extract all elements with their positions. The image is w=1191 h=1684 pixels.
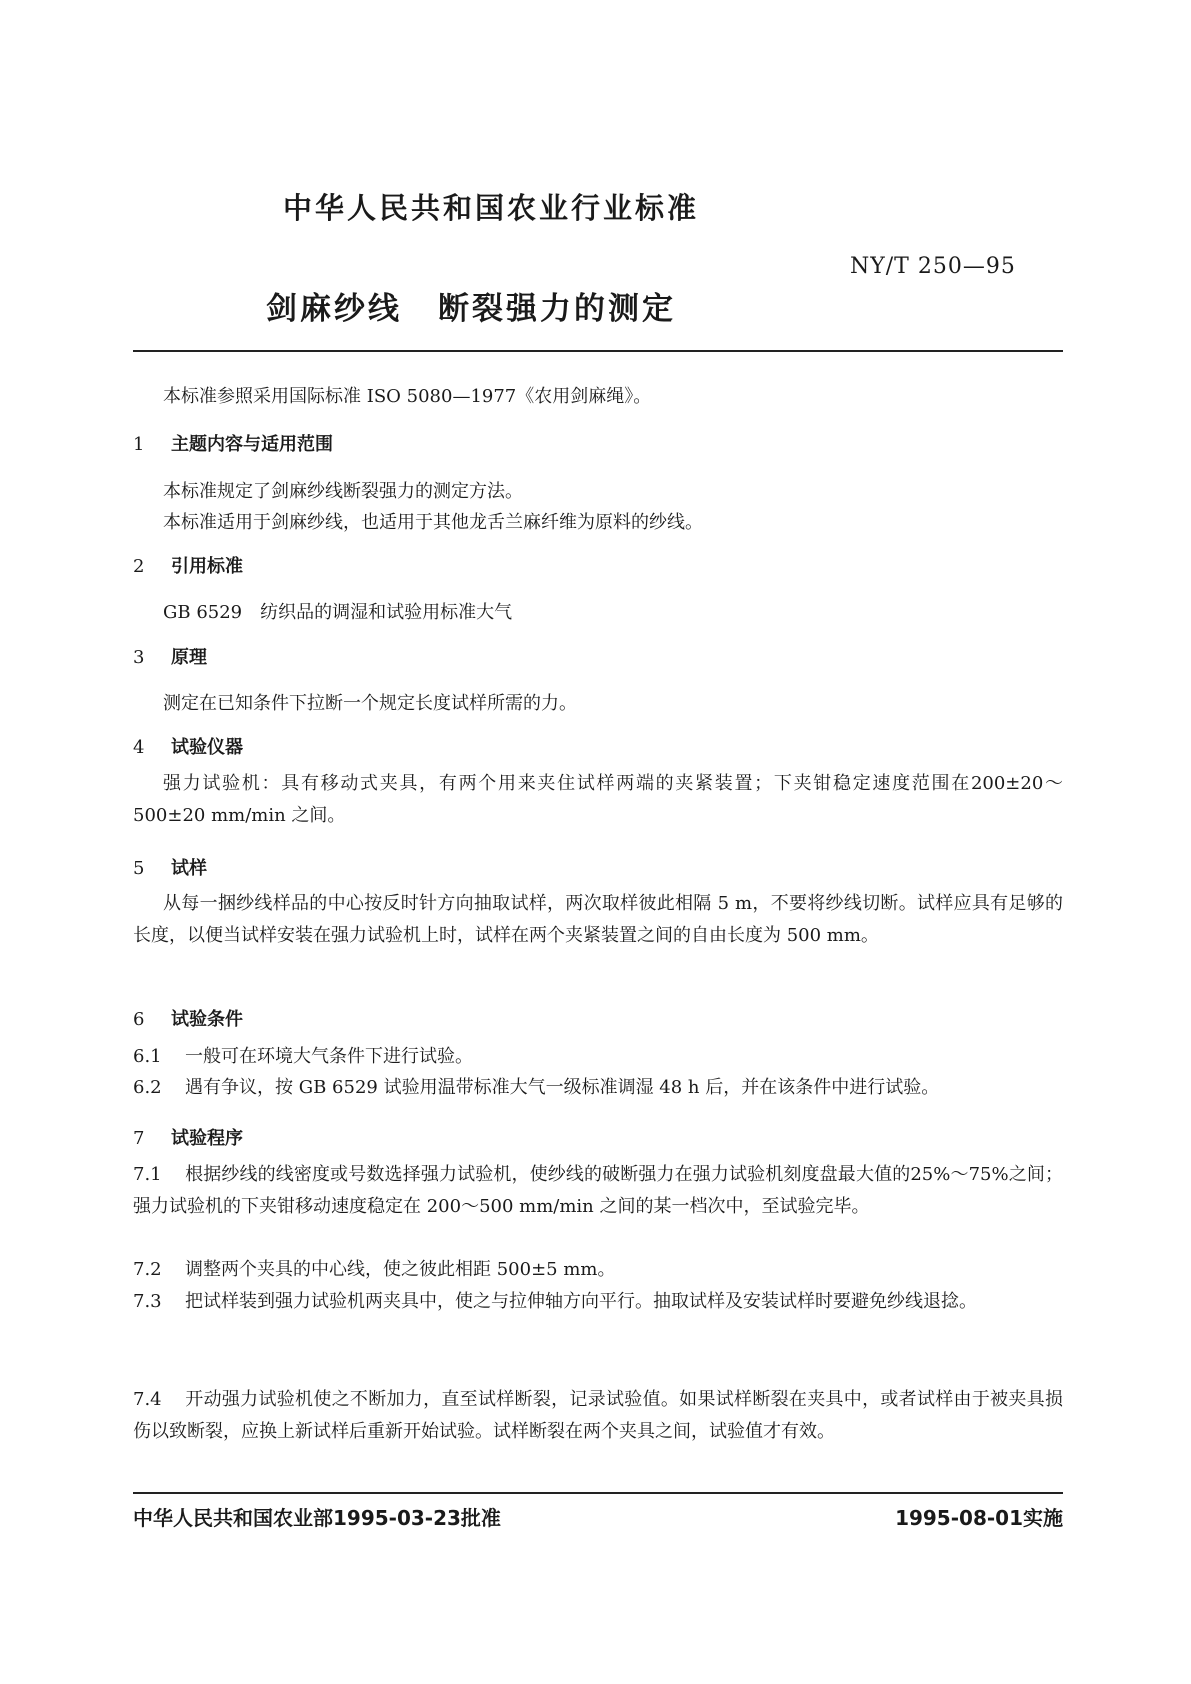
- clause-7-3: [133, 1286, 1063, 1318]
- section-1-paragraph: 本标准适用于剑麻纱线，也适用于其他龙舌兰麻纤维为原料的纱线。: [163, 512, 703, 533]
- clause-number: 7.2: [133, 1259, 162, 1280]
- clause-6-2: [133, 1072, 1063, 1104]
- clause-text: 开动强力试验机使之不断加力，直至试样断裂，记录试验值。如果试样断裂在夹具中，或者试样由于被夹具损伤以致断裂，应换上新试样后重新开始试验。试样断裂在两个夹具之间，试验值才有效。: [133, 1389, 1063, 1442]
- clause-text: 把试样装到强力试验机两夹具中，使之与拉伸轴方向平行。抽取试样及安装试样时要避免纱线退捻。: [185, 1291, 977, 1312]
- section-4-heading: [133, 733, 243, 759]
- clause-number: 7.4: [133, 1389, 162, 1410]
- section-title: 试样: [171, 858, 207, 879]
- section-title: 试验程序: [171, 1128, 243, 1149]
- section-5-paragraph: 从每一捆纱线样品的中心按反时针方向抽取试样，两次取样彼此相隔 5 m，不要将纱线切断。试样应具有足够的长度，以便当试样安装在强力试验机上时，试样在两个夹紧装置之间的自由长度为 500 mm。: [133, 893, 1063, 946]
- clause-6-1: [133, 1041, 1063, 1073]
- section-2-heading: [133, 552, 243, 578]
- section-6-heading: [133, 1005, 243, 1031]
- clause-text: 一般可在环境大气条件下进行试验。: [185, 1046, 473, 1067]
- standard-code: NY/T 250—95: [850, 254, 1016, 279]
- section-title: 试验条件: [171, 1009, 243, 1030]
- intro-paragraph: 本标准参照采用国际标准 ISO 5080—1977《农用剑麻绳》。: [163, 386, 652, 407]
- approval-line: 中华人民共和国农业部1995-03-23批准: [133, 1506, 501, 1530]
- section-2-paragraph: GB 6529 纺织品的调湿和试验用标准大气: [163, 602, 513, 623]
- clause-7-4: [133, 1384, 1063, 1448]
- footer-divider: [133, 1492, 1063, 1494]
- section-number: 1: [133, 434, 145, 455]
- clause-number: 6.1: [133, 1046, 162, 1067]
- header-divider: [133, 350, 1063, 352]
- section-title: 引用标准: [171, 556, 243, 577]
- section-title: 试验仪器: [171, 737, 243, 758]
- section-number: 2: [133, 556, 145, 577]
- clause-text: 调整两个夹具的中心线，使之彼此相距 500±5 mm。: [185, 1259, 616, 1280]
- section-number: 5: [133, 858, 145, 879]
- section-5-heading: [133, 854, 207, 880]
- section-1-paragraph: 本标准规定了剑麻纱线断裂强力的测定方法。: [163, 481, 523, 502]
- section-3-heading: [133, 643, 207, 669]
- section-3-paragraph: 测定在已知条件下拉断一个规定长度试样所需的力。: [163, 693, 577, 714]
- section-1-heading: [133, 430, 333, 456]
- clause-7-2: [133, 1254, 1063, 1286]
- clause-number: 6.2: [133, 1077, 162, 1098]
- section-number: 7: [133, 1128, 145, 1149]
- clause-text: 遇有争议，按 GB 6529 试验用温带标准大气一级标准调湿 48 h 后，并在该条件中进行试验。: [185, 1077, 940, 1098]
- section-7-heading: [133, 1124, 243, 1150]
- title-part-2: 断裂强力的测定: [438, 291, 676, 327]
- org-title: 中华人民共和国农业行业标准: [283, 191, 700, 225]
- section-title: 主题内容与适用范围: [171, 434, 333, 455]
- clause-7-1: [133, 1159, 1063, 1223]
- title-part-1: 剑麻纱线: [266, 291, 402, 327]
- clause-text: 根据纱线的线密度或号数选择强力试验机，使纱线的破断强力在强力试验机刻度盘最大值的25%～75%之间；强力试验机的下夹钳移动速度稳定在 200～500 mm/min 之间的某一档次中，至试验完毕。: [133, 1164, 1063, 1217]
- effective-date: 1995-08-01实施: [895, 1506, 1063, 1530]
- document-title: [266, 283, 676, 328]
- clause-number: 7.3: [133, 1291, 162, 1312]
- section-title: 原理: [171, 647, 207, 668]
- section-number: 6: [133, 1009, 145, 1030]
- clause-number: 7.1: [133, 1164, 162, 1185]
- section-4-paragraph: 强力试验机：具有移动式夹具，有两个用来夹住试样两端的夹紧装置；下夹钳稳定速度范围在200±20～500±20 mm/min 之间。: [133, 773, 1063, 826]
- section-number: 4: [133, 737, 145, 758]
- section-number: 3: [133, 647, 145, 668]
